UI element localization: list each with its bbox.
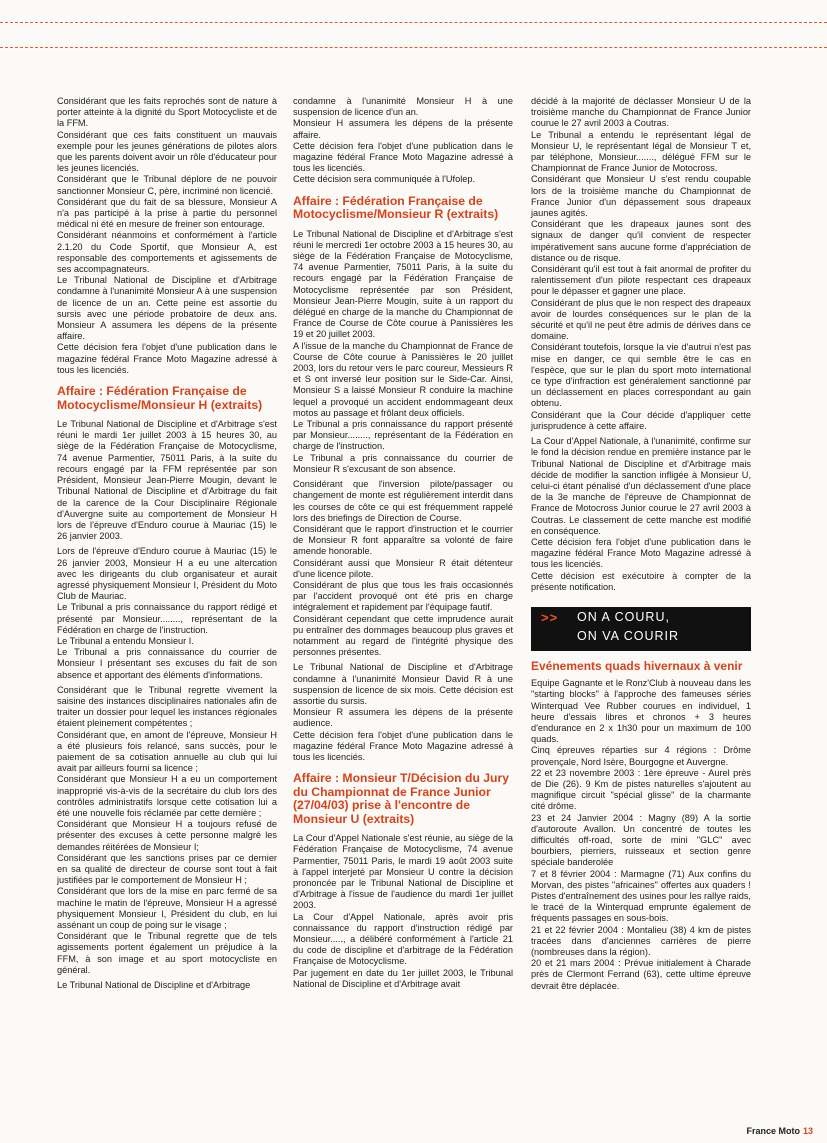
paragraph: Considérant que ces faits constituent un mauvais exemple pour les jeunes générations de pilotes alors que les parents doivent avoir un rôle d'éducateur pour les jeunes licenciés. bbox=[57, 129, 277, 174]
magazine-name: France Moto bbox=[746, 1126, 800, 1136]
paragraph: Cinq épreuves réparties sur 4 régions : Drôme provençale, Nord Isère, Bourgogne et Auvergne. bbox=[531, 745, 751, 767]
page-number: 13 bbox=[802, 1126, 813, 1136]
paragraph: Le Tribunal a pris connaissance du courrier de Monsieur R s'excusant de son absence. bbox=[293, 452, 513, 474]
paragraph: Le Tribunal a pris connaissance du courrier de Monsieur I présentant ses excuses du fait de son absence et apportant des éléments d'informations. bbox=[57, 647, 277, 680]
paragraph: Le Tribunal National de Discipline et d'Arbitrage condamne à l'unanimité Monsieur David R à une suspension de licence de six mois. Cette décision est assortie du sursis. bbox=[293, 662, 513, 706]
column-left bbox=[57, 96, 277, 991]
paragraph: Cette décision fera l'objet d'une publication dans le magazine fédéral France Moto Magazine adressé à tous les licenciés. bbox=[293, 140, 513, 174]
double-chevron-icon: >> bbox=[541, 609, 559, 625]
paragraph: Cette décision fera l'objet d'une publication dans le magazine fédéral France Moto Magazine adressé à tous les licenciés. bbox=[293, 729, 513, 762]
page-footer bbox=[746, 1126, 813, 1136]
paragraph: Considérant que Monsieur H a toujours refusé de présenter des excuses à cette personne malgré les demandes réitérées de Monsieur I; bbox=[57, 819, 277, 852]
events-heading: Evénements quads hivernaux à venir bbox=[531, 658, 743, 673]
paragraph: La Cour d'Appel Nationale, à l'unanimité, confirme sur le fond la décision rendue en première instance par le Tribunal National de Discipline et d'Arbitrage mais décide de modifier la sanction infligée à Monsieur U, celui-ci étant pénalisé d'un déclassement d'une place de la 3e manche de l'épreuve de Championnat de France de Motocross Junior courue le 27 avril 2003 à Coutras. Le classement de cette manche est modifié en conséquence. bbox=[531, 436, 751, 536]
paragraph: Considérant qu'il est tout à fait anormal de profiter du ralentissement d'un pilote respectant ces drapeaux pour le dépasser et gagner une place. bbox=[531, 264, 751, 297]
paragraph: Lors de l'épreuve d'Enduro courue à Mauriac (15) le 26 janvier 2003, Monsieur H a eu une altercation avec les dirigeants du club organisateur et aurait agressé physiquement Monsieur I, Président du Moto Club de Mauriac. bbox=[57, 546, 277, 602]
case-heading-r: Affaire : Fédération Française de Motocyclisme/Monsieur R (extraits) bbox=[293, 193, 499, 222]
top-dashed-rule bbox=[0, 22, 827, 23]
paragraph: Le Tribunal a entendu le représentant légal de Monsieur U, le représentant légal de Monsieur T et, par téléphone, Monsieur......., délégué FFM sur le Championnat de France Junior de Motocross. bbox=[531, 129, 751, 174]
paragraph: Considérant que du fait de sa blessure, Monsieur A n'a pas participé à la prise à partie du personnel médical ni été en mesure de freiner son entourage. bbox=[57, 196, 277, 230]
paragraph: Considérant que le rapport d'instruction et le courrier de Monsieur R font apparaître sa volonté de faire amende honorable. bbox=[293, 523, 513, 557]
second-dashed-rule bbox=[0, 47, 827, 48]
paragraph: Le Tribunal National de Discipline et d'Arbitrage s'est réuni le mardi 1er juillet 2003 à 15 heures 30, au siège de la Fédération Française de Motocyclisme, 74 avenue Parmentier, 75011 Paris, à la suite du recours engagé par la FFM représentée par son Président, Monsieur Jean-Pierre Mougin, devant le Tribunal National de Discipline et d'Arbitrage du fait de la carence de la Cour Disciplinaire Régionale d'Auvergne suite au comportement de Monsieur H lors de l'épreuve d'Enduro courue à Mauriac (15) le 26 janvier 2003. bbox=[57, 419, 277, 542]
paragraph: Considérant que le Tribunal regrette vivement la saisine des instances disciplinaires nationales afin de traiter un dossier pour lequel les instances régionales étaient pleinement compétentes ; bbox=[57, 684, 277, 729]
paragraph: Le Tribunal a pris connaissance du rapport rédigé et présenté par Monsieur........, représentant de la Fédération en charge de l'instruction. bbox=[57, 602, 277, 635]
paragraph: 21 et 22 février 2004 : Montalieu (38) 4 km de pistes tracées dans d'anciennes carrières de pierre (nombreuses dans la région). bbox=[531, 924, 751, 958]
paragraph: Le Tribunal National de Discipline et d'Arbitrage bbox=[57, 980, 251, 991]
paragraph: Considérant de plus que le non respect des drapeaux avoir de lourdes conséquences sur le plan de la sécurité et qu'il ne peut être admis de dérives dans ce domaine. bbox=[531, 297, 751, 342]
paragraph: Par jugement en date du 1er juillet 2003, le Tribunal National de Discipline et d'Arbitrage avait bbox=[293, 967, 513, 989]
column-right bbox=[531, 96, 751, 992]
paragraph: Considérant aussi que Monsieur R était détenteur d'une licence pilote. bbox=[293, 557, 513, 579]
paragraph: Cette décision fera l'objet d'une publication dans le magazine fédéral France Moto Magazine adressé à tous les licenciés. bbox=[531, 536, 751, 570]
paragraph: Considérant que l'inversion pilote/passager ou changement de monte est régulièrement interdit dans les courses de côte ce qui est fréquemment rappelé lors des briefings de Direction de Course. bbox=[293, 479, 513, 523]
paragraph: Le Tribunal a entendu Monsieur I. bbox=[57, 635, 194, 646]
paragraph: Le Tribunal a pris connaissance du rapport présenté par Monsieur........, représentant de la Fédération en charge de l'instruction. bbox=[293, 419, 513, 452]
paragraph: Cette décision est exécutoire à compter de la présente notification. bbox=[531, 570, 751, 592]
paragraph: 7 et 8 février 2004 : Marmagne (71) Aux confins du Morvan, des pistes "africaines" offertes aux quaders ! Pistes d'entraînement des usines pour les rallye raids, le tracé de la Winterquad emprunte également de fréquents passages en sous-bois. bbox=[531, 868, 751, 924]
paragraph: Considérant que les faits reprochés sont de nature à porter atteinte à la dignité du Sport Motocycliste et de la FFM. bbox=[57, 96, 277, 129]
paragraph: A l'issue de la manche du Championnat de France de Course de Côte courue à Panissières le 20 juillet 2003, lors du retour vers le parc coureur, Messieurs R et S ont inversé leur position sur le Side-Car. Ainsi, Monsieur S a laissé Monsieur R conduire la machine lequel a provoqué un accident endommageant deux motos au passage et frôlant deux officiels. bbox=[293, 340, 513, 418]
paragraph: Monsieur H assumera les dépens de la présente affaire. bbox=[293, 118, 513, 140]
paragraph: Considérant que la Cour décide d'appliquer cette jurisprudence à cette affaire. bbox=[531, 409, 751, 431]
banner-line-2: ON VA COURIR bbox=[577, 628, 680, 643]
paragraph: La Cour d'Appel Nationale s'est réunie, au siège de la Fédération Française de Motocyclisme, 74 avenue Parmentier, 75011 Paris, le mardi 19 août 2003 suite à l'appel interjeté par Monsieur U contre la décision prononcée par le Tribunal National de Discipline et d'Arbitrage à l'issue de l'audience du mardi 1er juillet 2003. bbox=[293, 833, 513, 911]
paragraph: Considérant que Monsieur U s'est rendu coupable lors de la troisième manche du Championnat de France Junior d'un dépassement sous drapeaux jaunes agités. bbox=[531, 174, 751, 219]
column-middle bbox=[293, 96, 513, 990]
paragraph: Considérant que le Tribunal déplore de ne pouvoir sanctionner Monsieur C, père, incriminé non licencié. bbox=[57, 174, 277, 196]
banner-line-1: ON A COURU, bbox=[577, 609, 670, 624]
paragraph: Considérant que les sanctions prises par ce dernier en sa qualité de directeur de course sont tout à fait justifiées par le comportement de Monsieur H ; bbox=[57, 852, 277, 886]
paragraph: Considérant néanmoins et conformément à l'article 2.1.20 du Code Sportif, que Monsieur A, est responsable des comportements et agissements de ses accompagnateurs. bbox=[57, 230, 277, 275]
paragraph: Considérant de plus que tous les frais occasionnés par l'accident provoqué ont été pris en charge intégralement et rapidement par l'équipage fautif. bbox=[293, 579, 513, 613]
paragraph: Monsieur R assumera les dépens de la présente audience. bbox=[293, 707, 513, 729]
paragraph: Considérant toutefois, lorsque la vie d'autrui n'est pas mise en danger, ce qui semble être le cas en l'espèce, que sur le plan du sport moto international ce type d'infraction est généralement sanctionné par un déclassement en places correspondant au gain obtenu. bbox=[531, 342, 751, 409]
paragraph: Considérant que lors de la mise en parc fermé de sa machine le matin de l'épreuve, Monsieur H a agressé physiquement Monsieur I, Président du club, en lui assénant un coup de poing sur le visage ; bbox=[57, 886, 277, 931]
paragraph: Le Tribunal National de Discipline et d'Arbitrage s'est réuni le mercredi 1er octobre 2003 à 15 heures 30, au siège de la Fédération Française de Motocyclisme, 74 avenue Parmentier, 75011 Paris, à la suite du recours engagé par la Fédération Française de Motocyclisme représentée par son Président, Monsieur Jean-Pierre Mougin, suite à un rapport du délégué en charge de la manche du Championnat de France de Course de Côte courue à Panissières les 19 et 20 juillet 2003. bbox=[293, 228, 513, 340]
paragraph: Equipe Gagnante et le Ronz'Club à nouveau dans les "starting blocks" à l'approche des fameuses séries Winterquad Vee Rubber courues en individuel, 1 heure d'essais libres et chronos + 3 heures d'endurance en 2 x 1h30 pour un maximum de 100 quads. bbox=[531, 678, 751, 745]
paragraph: Cette décision sera communiquée à l'Ufolep. bbox=[293, 174, 476, 185]
section-banner bbox=[531, 607, 751, 651]
paragraph: condamne à l'unanimité Monsieur H à une suspension de licence d'un an. bbox=[293, 96, 513, 118]
paragraph: Considérant que les drapeaux jaunes sont des signaux de danger qu'il convient de respecter impérativement sans aucune forme d'appréciation de distance ou de risque. bbox=[531, 219, 751, 263]
paragraph: Considérant que Monsieur H a eu un comportement inapproprié vis-à-vis de la secrétaire du club lors des contrôles administratifs lorsque cette cotisation lui a été une nouvelle fois réclamée par cette dernière ; bbox=[57, 774, 277, 818]
paragraph: Cette décision fera l'objet d'une publication dans le magazine fédéral France Moto Magazine adressé à tous les licenciés. bbox=[57, 342, 277, 375]
paragraph: décidé à la majorité de déclasser Monsieur U de la troisième manche du Championnat de France Junior courue le 27 avril 2003 à Coutras. bbox=[531, 96, 751, 129]
paragraph: La Cour d'Appel Nationale, après avoir pris connaissance du rapport d'instruction rédigé par Monsieur....., a délibéré conformément à l'article 21 du code de discipline et d'arbitrage de la Fédération Française de Motocyclisme. bbox=[293, 911, 513, 967]
paragraph: Le Tribunal National de Discipline et d'Arbitrage condamne à l'unanimité Monsieur A à une suspension de licence de un an. Cette peine est assortie du sursis avec une période probatoire de deux ans. Monsieur A assumera les dépens de la présente affaire. bbox=[57, 275, 277, 342]
paragraph: 22 et 23 novembre 2003 : 1ère épreuve - Aurel près de Die (26). 9 Km de pistes naturelles s'ajoutent au magnifique circuit "spécial glisse" de la charmante cité drôme. bbox=[531, 767, 751, 812]
case-heading-u: Affaire : Monsieur T/Décision du Jury du Championnat de France Junior (27/04/03) prise à l'encontre de Monsieur U (extraits) bbox=[293, 771, 510, 826]
paragraph: 20 et 21 mars 2004 : Prévue initialement à Charade près de Clermont Ferrand (63), cette ultime épreuve devrait être déplacée. bbox=[531, 958, 751, 991]
paragraph: 23 et 24 Janvier 2004 : Magny (89) A la sortie d'autoroute Avallon. Un concentré de toutes les difficultés off-road, sorte de mini "GLC" avec bourbiers, pierriers, ruisseaux et section genre spéciale banderolée bbox=[531, 812, 751, 868]
paragraph: Considérant cependant que cette imprudence aurait pu entraîner des dommages beaucoup plus graves et notamment au regard de l'intégrité physique des personnes présentes. bbox=[293, 613, 513, 658]
case-heading-h: Affaire : Fédération Française de Motocyclisme/Monsieur H (extraits) bbox=[57, 384, 263, 412]
paragraph: Considérant que, en amont de l'épreuve, Monsieur H a été plusieurs fois relancé, sans succès, pour le paiement de sa cotisation annuelle au club qui lui avait par ailleurs fourni sa licence ; bbox=[57, 729, 277, 774]
paragraph: Considérant que le Tribunal regrette que de tels agissements portent également un préjudice à la FFM, à son image et au sport motocycliste en général. bbox=[57, 931, 277, 975]
